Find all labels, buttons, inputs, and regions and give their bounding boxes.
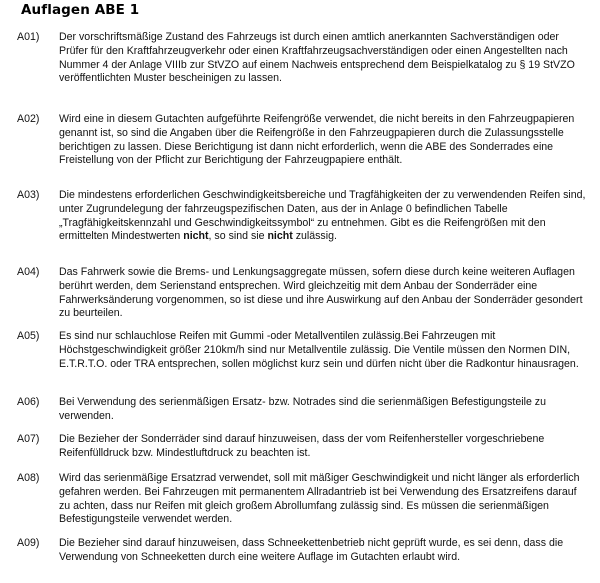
item-text: Wird das serienmäßige Ersatzrad verwendet, soll mit mäßiger Geschwindigkeit und nicht länger als erforderlich gefahren werden. Bei Fahrzeugen mit permanentem Allradantrieb ist bei Verwendung des Ersatzreifens darauf zu achten, dass nur Reifen mit gleich großem Abrollumfang zulässig sind. Es müssen die serienmäßigen Befestigungsteile verwendet werden. <box>59 472 580 526</box>
item-code: A02) <box>17 113 40 125</box>
item-text: Das Fahrwerk sowie die Brems- und Lenkungsaggregate müssen, sofern diese durch keine weiteren Auflagen berührt werden, dem Serienstand entsprechen. Wird gleichzeitig mit dem Anbau der Sonderräder eine Fahrwerksänderung vorgenommen, so ist diese und ihre Auswirkung auf den Anbau der Sonderräder gesondert zu beurteilen. <box>59 266 583 320</box>
list-item-a02 <box>17 113 592 168</box>
item-code: A08) <box>17 472 40 484</box>
item-text: Die Bezieher der Sonderräder sind darauf hinzuweisen, dass der vom Reifenhersteller vorgeschriebene Reifenfülldruck bzw. Mindestluftdruck zu beachten ist. <box>59 433 545 459</box>
list-item-a08 <box>17 472 592 527</box>
page-title: Auflagen ABE 1 <box>21 2 140 18</box>
item-text: Es sind nur schlauchlose Reifen mit Gummi -oder Metallventilen zulässig.Bei Fahrzeugen mit Höchstgeschwindigkeit größer 210km/h sind nur Metallventile zulässig. Die Ventile müssen den Normen DIN, E.T.R.T.O. oder TRA entsprechen, sollen möglichst kurz sein und dürfen nicht über die Radkontur hinausragen. <box>59 330 579 370</box>
item-text: Der vorschriftsmäßige Zustand des Fahrzeugs ist durch einen amtlich anerkannten Sachverständigen oder Prüfer für den Kraftfahrzeugverkehr oder einen Kraftfahrzeugsachverständigen oder einen Angestellten nach Nummer 4 der Anlage VIIIb zur StVZO auf einem Nachweis entsprechend dem Beispielkatalog zu § 19 StVZO veröffentlichten Muster bescheinigen zu lassen. <box>59 31 575 85</box>
emphasis-nicht: nicht <box>267 230 293 243</box>
list-item-a05 <box>17 330 592 371</box>
item-code: A07) <box>17 433 40 445</box>
item-code: A01) <box>17 31 40 43</box>
list-item-a06 <box>17 396 592 424</box>
item-code: A09) <box>17 537 40 549</box>
item-text: Die mindestens erforderlichen Geschwindigkeitsbereiche und Tragfähigkeiten der zu verwendenden Reifen sind, unter Zugrundelegung der fahrzeugspezifischen Daten, aus der in Anlage 0 befindlichen Tabelle „Tragfähigkeitskennzahl und Geschwindigkeitssymbol“ zu entnehmen. Gibt es die Reifengrößen mit den ermittelten Mindestwerten nicht, so sind sie nicht zulässig. <box>59 189 586 243</box>
list-item-a01 <box>17 31 592 86</box>
item-code: A06) <box>17 396 40 408</box>
list-item-a07 <box>17 433 592 461</box>
item-text: Wird eine in diesem Gutachten aufgeführte Reifengröße verwendet, die nicht bereits in den Fahrzeugpapieren genannt ist, so sind die Angaben über die Reifengröße in den Fahrzeugpapieren durch die Zulassungsstelle berichtigen zu lassen. Diese Berichtigung ist dann nicht erforderlich, wenn die ABE des Sonderrades eine Freistellung von der Pflicht zur Berichtigung der Fahrzeugpapiere enthält. <box>59 113 575 167</box>
list-item-a03 <box>17 189 592 244</box>
item-text: Bei Verwendung des serienmäßigen Ersatz- bzw. Notrades sind die serienmäßigen Befestigungsteile zu verwenden. <box>59 396 546 422</box>
item-code: A04) <box>17 266 40 278</box>
item-text: Die Bezieher sind darauf hinzuweisen, dass Schneekettenbetrieb nicht geprüft wurde, es sei denn, dass die Verwendung von Schneeketten durch eine weitere Auflage im Gutachten erlaubt wird. <box>59 537 564 563</box>
list-item-a04 <box>17 266 592 321</box>
emphasis-nicht: nicht <box>183 230 209 243</box>
item-code: A05) <box>17 330 40 342</box>
list-item-a09 <box>17 537 592 565</box>
item-code: A03) <box>17 189 40 201</box>
